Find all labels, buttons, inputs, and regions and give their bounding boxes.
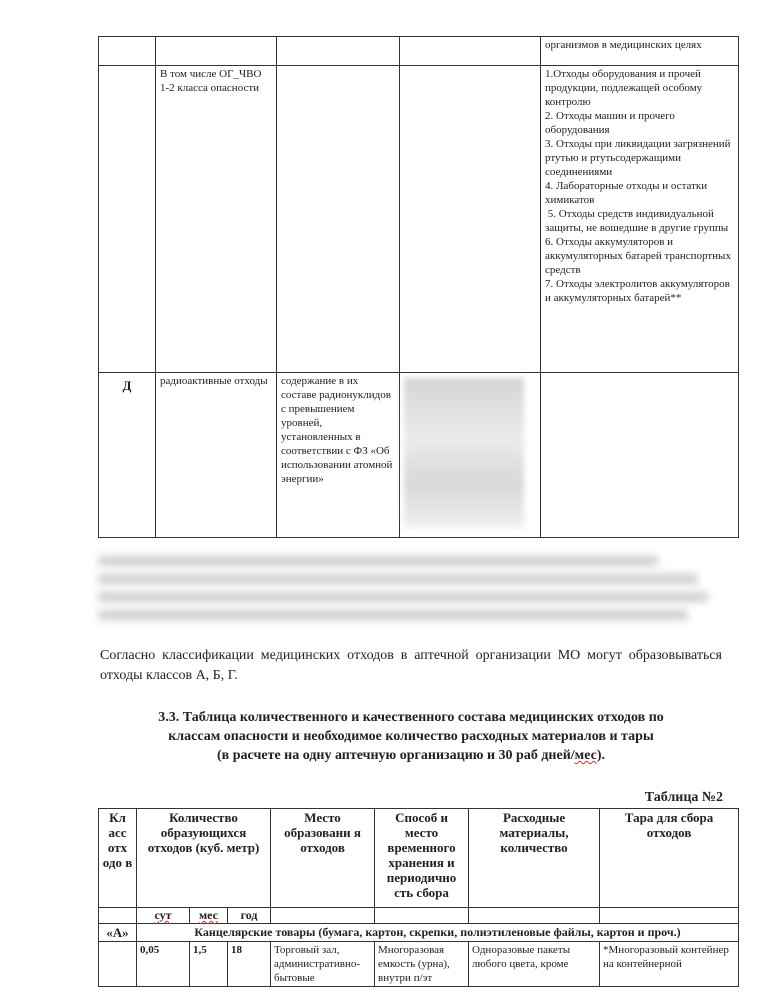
table-cell [271,908,375,924]
waste-quantity-table [98,808,739,987]
table-cell [99,37,156,66]
list-item: 1.Отходы оборудования и прочей продукции, подлежащей особому контролю [545,68,703,108]
subheader-text: мес [199,908,218,922]
heading-line: классам опасности и необходимое количество расходных материалов и тары [168,729,654,744]
list-item: 7. Отходы электролитов аккумуляторов и аккумуляторных батарей** [545,278,730,304]
subheader-year: год [228,908,271,924]
table-cell [375,908,469,924]
storage-method: Многоразовая емкость (урна), внутри п/эт [375,942,469,987]
category-label: Канцелярские товары (бумага, картон, скрепки, полиэтиленовые файлы, картон и проч.) [137,924,739,942]
quantity-day: 0,05 [137,942,190,987]
table-subheader-row [99,908,739,924]
redacted-line [98,592,708,602]
og-waste-list [541,66,739,373]
header-quantity: Количество образующихся отходов (куб. метр) [137,809,271,908]
table-row [99,66,739,373]
classification-paragraph: Согласно классификации медицинских отходов в аптечной организации МО могут образовываться отходы классов А, Б, Г. [100,648,722,683]
class-letter: Д [99,373,156,538]
heading-line: 3.3. Таблица количественного и качественного состава медицинских отходов по [158,710,664,725]
redacted-content [404,378,524,528]
consumables: Одноразовые пакеты любого цвета, кроме [469,942,600,987]
table-number-label: Таблица №2 [644,790,723,805]
subheader-text: сут [154,908,172,922]
redacted-note [98,548,722,634]
table-row [99,373,739,538]
redacted-line [98,610,688,620]
container: *Многоразовый контейнер на контейнерной [600,942,739,987]
table-header-row [99,809,739,908]
waste-place: Торговый зал, административно-бытовые [271,942,375,987]
table-cell [99,66,156,373]
list-item-text: 4. Лабораторные отходы и остатки химикатов [545,180,708,206]
og-class-description: В том числе ОГ_ЧВО 1-2 класса опасности [156,66,277,373]
quantity-year: 18 [228,942,271,987]
section-heading [100,708,722,765]
heading-line [100,746,722,765]
table-cell [400,66,541,373]
header-materials: Расходные материалы, количество [469,809,600,908]
table-cell [541,373,739,538]
header-place: Место образовани я отходов [271,809,375,908]
table-row [99,37,739,66]
class-d-name: радиоактивные отходы [156,373,277,538]
header-method: Способ и место временного хранения и периодично сть сбора [375,809,469,908]
waste-classification-table [98,36,739,538]
table-cell [600,908,739,924]
spellcheck-word: мес [574,748,597,763]
category-row [99,924,739,942]
table-cell [156,37,277,66]
redacted-line [98,574,698,584]
heading-text: ). [596,748,605,763]
table-cell [277,66,400,373]
table-cell [469,908,600,924]
table-cell: организмов в медицинских целях [541,37,739,66]
redacted-cell [400,373,541,538]
table-cell [277,37,400,66]
redacted-line [98,556,658,566]
table-cell [400,37,541,66]
table-cell [99,942,137,987]
class-label: «А» [99,924,137,942]
list-item [545,179,734,207]
heading-text: (в расчете на одну аптечную организацию и 30 раб дней/ [217,748,575,763]
class-d-criteria: содержание в их составе радионуклидов с превышением уровней, установленных в соответствии с ФЗ «Об использовании атомной энергии» [277,373,400,538]
list-item: 6. Отходы аккумуляторов и аккумуляторных батарей транспортных средств [545,236,731,276]
quantity-month: 1,5 [190,942,228,987]
header-container: Тара для сбора отходов [600,809,739,908]
list-item: 2. Отходы машин и прочего оборудования [545,110,675,136]
subheader-day [137,908,190,924]
subheader-month [190,908,228,924]
header-class: Кл асс отх одо в [99,809,137,908]
table-cell [99,908,137,924]
table-row [99,942,739,987]
list-item: 3. Отходы при ликвидации загрязнений ртутью и ртутьсодержащими соединениями [545,138,731,178]
list-item: 5. Отходы средств индивидуальной защиты, не вошедшие в другие группы [545,208,729,234]
